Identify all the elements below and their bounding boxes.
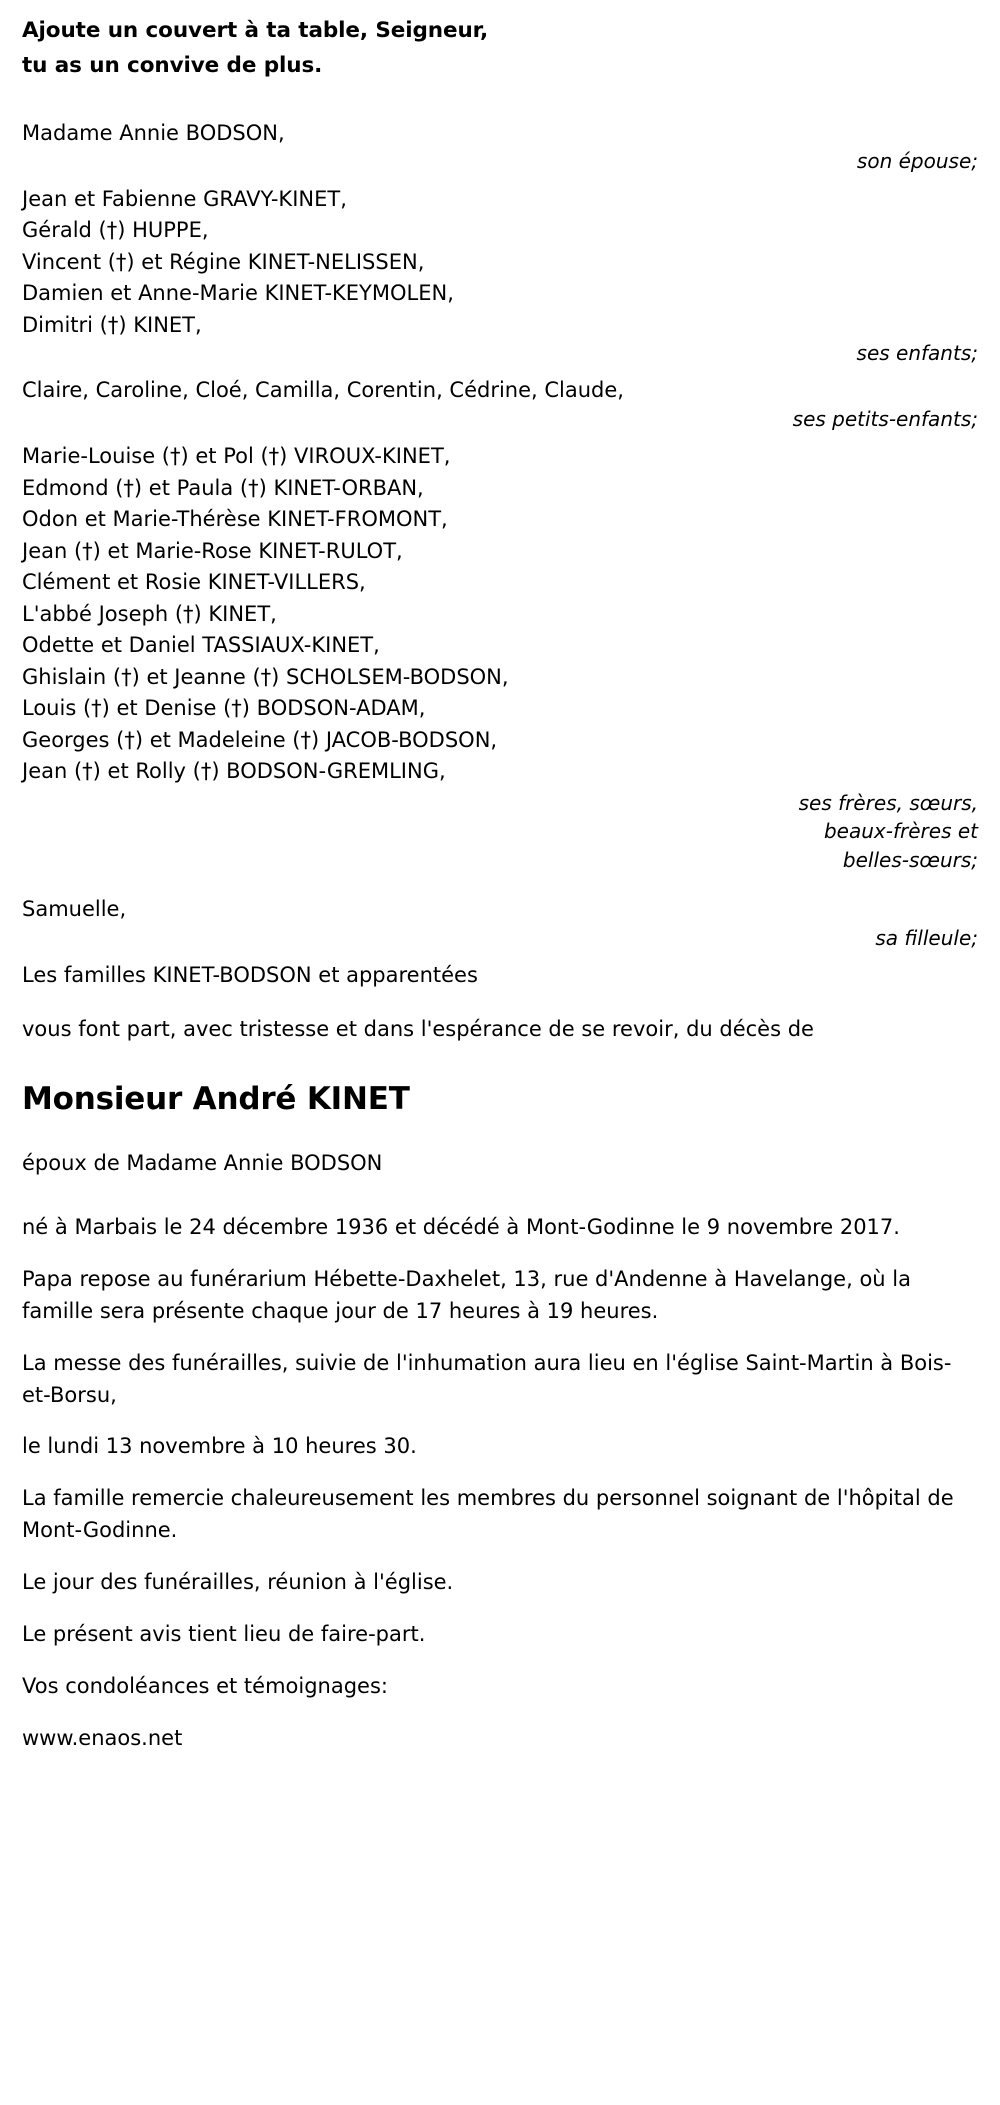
- families-line: Les familles KINET-BODSON et apparentées: [22, 962, 478, 987]
- name-line: Jean (†) et Marie-Rose KINET-RULOT,: [22, 538, 403, 563]
- detail-notice-serves: Le présent avis tient lieu de faire-part.: [22, 1622, 426, 1647]
- name-line: Damien et Anne-Marie KINET-KEYMOLEN,: [22, 281, 454, 306]
- family-group-goddaughter: [22, 894, 978, 952]
- relation-line: sa filleule;: [875, 925, 978, 950]
- relation-line: ses enfants;: [856, 341, 978, 366]
- relation-line: ses petits-enfants;: [792, 406, 978, 431]
- family-group-grandchildren: [22, 375, 978, 433]
- name-line: Marie-Louise (†) et Pol (†) VIROUX-KINET,: [22, 444, 451, 469]
- detail-gathering: Le jour des funérailles, réunion à l'église.: [22, 1570, 454, 1595]
- name-line: Dimitri (†) KINET,: [22, 312, 202, 337]
- detail-condolences-prompt: Vos condoléances et témoignages:: [22, 1674, 388, 1699]
- relation-label-goddaughter: [22, 924, 978, 952]
- relation-label-spouse: [22, 147, 978, 175]
- name-line: L'abbé Joseph (†) KINET,: [22, 601, 277, 626]
- condolences-website-link[interactable]: www.enaos.net: [22, 1725, 183, 1750]
- name-line: Odette et Daniel TASSIAUX-KINET,: [22, 633, 380, 658]
- children-names: [22, 184, 978, 342]
- siblings-names: [22, 441, 978, 788]
- name-line: Madame Annie BODSON,: [22, 120, 285, 145]
- announcement-text: vous font part, avec tristesse et dans l'espérance de se revoir, du décès de: [22, 1016, 814, 1041]
- verse-line-1: Ajoute un couvert à ta table, Seigneur,: [22, 18, 489, 43]
- name-line: Georges (†) et Madeleine (†) JACOB-BODSON,: [22, 727, 498, 752]
- spouse-names: [22, 118, 978, 150]
- family-group-spouse: [22, 118, 978, 176]
- relation-label-children: [22, 339, 978, 367]
- name-line: Odon et Marie-Thérèse KINET-FROMONT,: [22, 507, 448, 532]
- opening-verse: [22, 14, 978, 84]
- goddaughter-names: [22, 894, 978, 926]
- family-group-siblings: [22, 441, 978, 874]
- relation-line: ses frères, sœurs,: [798, 790, 978, 815]
- detail-thanks-hospital: La famille remercie chaleureusement les membres du personnel soignant de l'hôpital de Mont-Godinne.: [22, 1486, 954, 1543]
- detail-birth-death: né à Marbais le 24 décembre 1936 et décédé à Mont-Godinne le 9 novembre 2017.: [22, 1214, 900, 1239]
- name-line: Samuelle,: [22, 897, 127, 921]
- detail-mass-time: le lundi 13 novembre à 10 heures 30.: [22, 1434, 417, 1459]
- family-group-children: [22, 184, 978, 368]
- name-line: Jean (†) et Rolly (†) BODSON-GREMLING,: [22, 759, 446, 784]
- relation-line: son épouse;: [856, 149, 978, 174]
- relation-line: belles-sœurs;: [842, 847, 978, 872]
- grandchildren-names: [22, 375, 978, 407]
- relation-label-siblings: [22, 789, 978, 874]
- name-line: Claire, Caroline, Cloé, Camilla, Corentin, Cédrine, Claude,: [22, 378, 624, 403]
- detail-funeral-home: Papa repose au funérarium Hébette-Daxhelet, 13, rue d'Andenne à Havelange, où la famille sera présente chaque jour de 17 heures à 19 heures.: [22, 1266, 911, 1323]
- name-line: Vincent (†) et Régine KINET-NELISSEN,: [22, 249, 425, 274]
- name-line: Clément et Rosie KINET-VILLERS,: [22, 570, 366, 595]
- verse-line-2: tu as un convive de plus.: [22, 52, 323, 78]
- detail-mass-location: La messe des funérailles, suivie de l'inhumation aura lieu en l'église Saint-Martin à Bois-et-Borsu,: [22, 1350, 952, 1407]
- relation-line: beaux-frères et: [823, 819, 978, 844]
- name-line: Edmond (†) et Paula (†) KINET-ORBAN,: [22, 475, 424, 500]
- name-line: Jean et Fabienne GRAVY-KINET,: [22, 186, 347, 211]
- name-line: Louis (†) et Denise (†) BODSON-ADAM,: [22, 696, 426, 721]
- deceased-spouse-line: époux de Madame Annie BODSON: [22, 1151, 383, 1176]
- name-line: Ghislain (†) et Jeanne (†) SCHOLSEM-BODSON,: [22, 664, 509, 689]
- deceased-name: Monsieur André KINET: [22, 1080, 410, 1117]
- name-line: Gérald (†) HUPPE,: [22, 218, 209, 243]
- relation-label-grandchildren: [22, 405, 978, 433]
